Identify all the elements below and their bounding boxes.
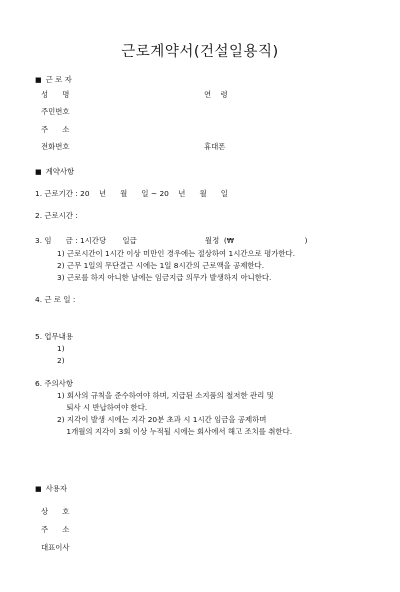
worker-section-heading: ■ 근 로 자	[35, 76, 72, 84]
worker-age-label: 연 령	[204, 90, 228, 99]
work-hours-line: 2. 근로시간 :	[35, 211, 78, 220]
employer-ceo-label: 대표이사	[41, 543, 70, 552]
workday-line: 4. 근 로 일 :	[35, 295, 76, 304]
notice-line: 6. 주의사항	[35, 379, 73, 388]
employer-company-label: 상 호	[41, 507, 70, 516]
worker-phone-label: 전화번호	[41, 142, 70, 151]
worker-address-label: 주 소	[41, 125, 70, 134]
notice-item: 2) 지각이 발생 시에는 지각 20분 초과 시 1시간 임금을 공제하며	[57, 415, 267, 424]
notice-item: 1개월의 지각이 3회 이상 누적될 시에는 회사에서 해고 조치를 취한다.	[57, 427, 293, 436]
work-period-line: 1. 근로기간 : 20 년 월 일 ~ 20 년 월 일	[35, 189, 228, 198]
worker-name-label: 성 명	[41, 90, 70, 99]
employer-address-label: 주 소	[41, 525, 70, 534]
document-title: 근로계약서(건설일용직)	[121, 44, 279, 60]
terms-section-heading: ■ 계약사항	[35, 168, 74, 176]
duties-line: 5. 업무내용	[35, 332, 73, 341]
notice-item: 1) 회사의 규칙을 준수하여야 하며, 지급된 소지품의 철저한 관리 및	[57, 391, 274, 400]
worker-mobile-label: 휴대폰	[204, 142, 226, 151]
notice-item: 퇴사 시 반납하여야 한다.	[57, 403, 148, 412]
wage-note: 3) 근로를 하지 아니한 날에는 임금지급 의무가 발생하지 아니한다.	[57, 273, 272, 282]
duty-item: 2)	[57, 356, 65, 365]
duty-item: 1)	[57, 344, 65, 353]
wage-note: 1) 근로시간이 1시간 이상 미만인 경우에는 절상하여 1시간으로 평가한다.	[57, 249, 296, 258]
wage-line: 3. 임 금 : 1시간당 일급 월정 (₩ )	[35, 236, 308, 245]
wage-note: 2) 근무 1일의 무단결근 시에는 1일 8시간의 근로액을 공제한다.	[57, 261, 265, 270]
worker-resident-number-label: 주민번호	[41, 107, 70, 116]
employer-section-heading: ■ 사용자	[35, 485, 67, 493]
